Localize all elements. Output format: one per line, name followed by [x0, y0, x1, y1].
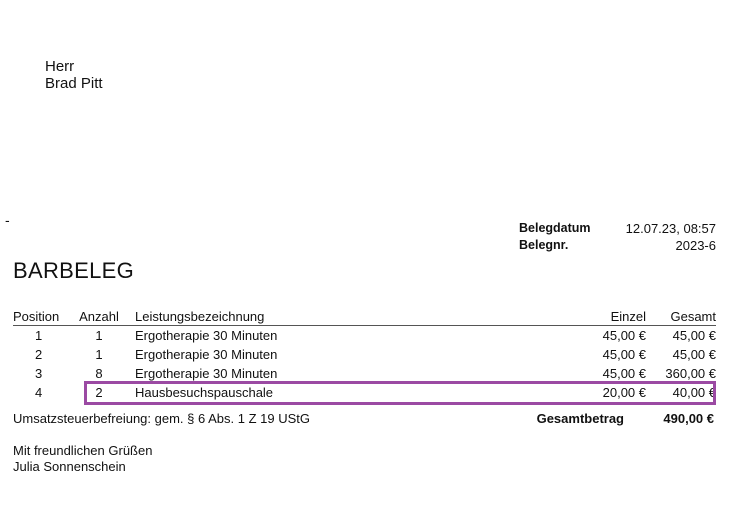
table-row — [13, 326, 716, 346]
recipient-name: Brad Pitt — [45, 75, 103, 92]
header-unit-price: Einzel — [535, 307, 646, 326]
grand-total-value: 490,00 € — [663, 411, 714, 426]
row-position: 2 — [35, 347, 43, 362]
line-items-table — [13, 307, 716, 402]
row-description: Ergotherapie 30 Minuten — [135, 347, 278, 362]
signer-name: Julia Sonnenschein — [13, 458, 126, 474]
row-total: 45,00 € — [672, 347, 716, 362]
grand-total-label: Gesamtbetrag — [536, 411, 624, 426]
receipt-number-label: Belegnr. — [519, 238, 569, 252]
table-header-row — [13, 307, 716, 326]
tax-exemption-note: Umsatzsteuerbefreiung: gem. § 6 Abs. 1 Z 19 UStG — [13, 411, 310, 426]
date-value: 12.07.23, 08:57 — [625, 221, 716, 236]
row-description: Ergotherapie 30 Minuten — [135, 366, 278, 381]
receipt-number-value: 2023-6 — [675, 238, 716, 253]
row-position: 1 — [35, 328, 43, 343]
closing-greeting: Mit freundlichen Grüßen — [13, 443, 153, 458]
header-total: Gesamt — [646, 307, 716, 326]
row-position: 4 — [35, 385, 43, 400]
row-quantity: 1 — [95, 328, 103, 343]
table-row — [13, 364, 716, 383]
closing-block — [13, 443, 152, 474]
recipient-salutation: Herr — [45, 58, 75, 75]
row-description: Hausbesuchspauschale — [135, 385, 274, 400]
row-total: 40,00 € — [672, 385, 716, 400]
row-unit-price: 45,00 € — [602, 347, 646, 362]
recipient-address — [45, 58, 103, 92]
row-position: 3 — [35, 366, 43, 381]
table-row — [13, 345, 716, 364]
date-label: Belegdatum — [519, 221, 591, 235]
row-unit-price: 20,00 € — [602, 385, 646, 400]
table-row-highlighted — [13, 383, 716, 402]
header-position: Position — [13, 307, 63, 326]
row-quantity: 1 — [95, 347, 103, 362]
row-unit-price: 45,00 € — [602, 328, 646, 343]
row-total: 360,00 € — [665, 366, 716, 381]
header-quantity: Anzahl — [63, 307, 135, 326]
row-unit-price: 45,00 € — [602, 366, 646, 381]
document-title: BARBELEG — [13, 258, 135, 283]
row-quantity: 8 — [95, 366, 103, 381]
fold-marker: - — [5, 212, 10, 228]
row-description: Ergotherapie 30 Minuten — [135, 328, 278, 343]
header-description: Leistungsbezeichnung — [135, 307, 535, 326]
row-quantity: 2 — [95, 385, 103, 400]
row-total: 45,00 € — [672, 328, 716, 343]
